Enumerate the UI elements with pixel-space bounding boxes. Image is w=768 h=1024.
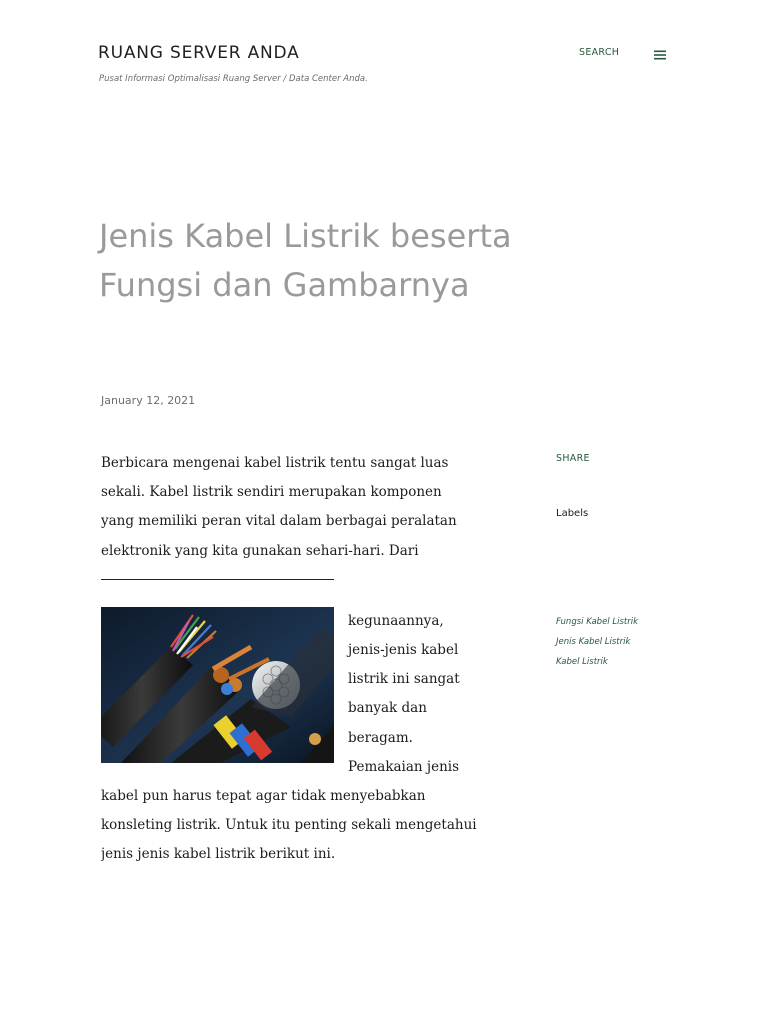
share-button[interactable]: SHARE (556, 453, 590, 464)
search-button[interactable]: SEARCH (579, 47, 620, 58)
post-paragraph: kegunaannya, jenis-jenis kabel listrik ini sangat banyak dan beragam. Pemakaian jenis kabel pun harus tepat agar tidak menyebabkan konsleting listrik. Untuk itu penting sekali mengetahui jenis jenis kabel listrik berikut ini. (101, 612, 477, 863)
labels-heading: Labels (556, 508, 589, 519)
labels-list (556, 612, 638, 672)
site-title[interactable]: RUANG SERVER ANDA (98, 43, 300, 63)
divider (101, 579, 334, 580)
post-date[interactable]: January 12, 2021 (101, 394, 196, 407)
post-title: Jenis Kabel Listrik beserta Fungsi dan Gambarnya (99, 217, 512, 304)
site-description: Pusat Informasi Optimalisasi Ruang Server / Data Center Anda. (99, 74, 368, 84)
hamburger-menu-icon[interactable] (652, 47, 668, 61)
post-content-with-image (101, 607, 477, 870)
cable-image[interactable] (101, 607, 334, 763)
post-body (101, 449, 477, 870)
label-link[interactable]: Jenis Kabel Listrik (556, 637, 631, 647)
post-paragraph: Berbicara mengenai kabel listrik tentu sangat luas sekali. Kabel listrik sendiri merupakan komponen yang memiliki peran vital dalam berbagai peralatan elektronik yang kita gunakan sehari-hari. Dari (101, 455, 457, 559)
label-link[interactable]: Fungsi Kabel Listrik (556, 617, 639, 627)
label-link[interactable]: Kabel Listrik (556, 657, 608, 667)
